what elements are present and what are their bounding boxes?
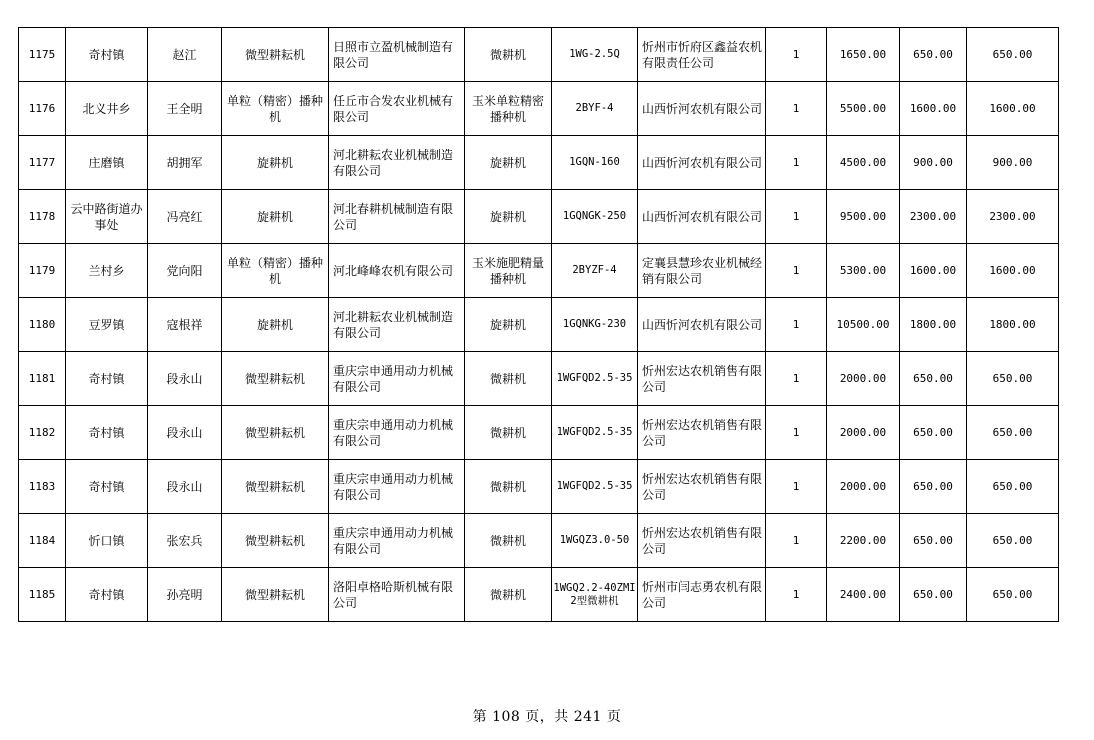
cell-central-subsidy: 650.00 xyxy=(900,28,967,82)
cell-manufacturer: 河北耕耘农业机械制造有限公司 xyxy=(329,136,465,190)
cell-quantity: 1 xyxy=(766,352,827,406)
cell-central-subsidy: 650.00 xyxy=(900,514,967,568)
cell-total-subsidy: 650.00 xyxy=(967,406,1059,460)
cell-total-subsidy: 650.00 xyxy=(967,28,1059,82)
cell-quantity: 1 xyxy=(766,568,827,622)
table-row xyxy=(19,514,1059,568)
cell-product-name: 旋耕机 xyxy=(465,136,552,190)
cell-buyer-name: 党向阳 xyxy=(148,244,222,298)
cell-sale-price: 2400.00 xyxy=(827,568,900,622)
cell-dealer: 忻州市闫志勇农机有限公司 xyxy=(638,568,766,622)
cell-central-subsidy: 650.00 xyxy=(900,352,967,406)
cell-machine-category: 旋耕机 xyxy=(222,298,329,352)
cell-central-subsidy: 2300.00 xyxy=(900,190,967,244)
cell-central-subsidy: 1800.00 xyxy=(900,298,967,352)
table-row xyxy=(19,82,1059,136)
cell-dealer: 山西忻河农机有限公司 xyxy=(638,82,766,136)
cell-machine-category: 旋耕机 xyxy=(222,190,329,244)
cell-manufacturer: 重庆宗申通用动力机械有限公司 xyxy=(329,514,465,568)
cell-town: 奇村镇 xyxy=(66,406,148,460)
table-body xyxy=(19,28,1059,622)
cell-serial-number: 1180 xyxy=(19,298,66,352)
cell-buyer-name: 冯亮红 xyxy=(148,190,222,244)
cell-quantity: 1 xyxy=(766,406,827,460)
cell-product-name: 玉米施肥精量播种机 xyxy=(465,244,552,298)
cell-model: 1GQNGK-250 xyxy=(552,190,638,244)
cell-manufacturer: 日照市立盈机械制造有限公司 xyxy=(329,28,465,82)
cell-town: 忻口镇 xyxy=(66,514,148,568)
cell-product-name: 微耕机 xyxy=(465,568,552,622)
cell-manufacturer: 河北峰峰农机有限公司 xyxy=(329,244,465,298)
subsidy-table xyxy=(18,27,1059,622)
cell-serial-number: 1181 xyxy=(19,352,66,406)
cell-central-subsidy: 1600.00 xyxy=(900,82,967,136)
cell-dealer: 忻州宏达农机销售有限公司 xyxy=(638,352,766,406)
cell-central-subsidy: 900.00 xyxy=(900,136,967,190)
cell-quantity: 1 xyxy=(766,460,827,514)
cell-serial-number: 1177 xyxy=(19,136,66,190)
table-row xyxy=(19,298,1059,352)
cell-town: 云中路街道办事处 xyxy=(66,190,148,244)
cell-total-subsidy: 650.00 xyxy=(967,460,1059,514)
cell-dealer: 山西忻河农机有限公司 xyxy=(638,136,766,190)
cell-buyer-name: 胡拥军 xyxy=(148,136,222,190)
cell-model: 1WGFQD2.5-35 xyxy=(552,460,638,514)
cell-quantity: 1 xyxy=(766,514,827,568)
cell-manufacturer: 河北耕耘农业机械制造有限公司 xyxy=(329,298,465,352)
cell-machine-category: 微型耕耘机 xyxy=(222,460,329,514)
cell-sale-price: 1650.00 xyxy=(827,28,900,82)
cell-sale-price: 2000.00 xyxy=(827,352,900,406)
page-number-footer: 第 108 页，共 241 页 xyxy=(472,709,622,725)
cell-total-subsidy: 650.00 xyxy=(967,514,1059,568)
cell-buyer-name: 孙亮明 xyxy=(148,568,222,622)
cell-sale-price: 2000.00 xyxy=(827,460,900,514)
cell-machine-category: 微型耕耘机 xyxy=(222,514,329,568)
cell-manufacturer: 重庆宗申通用动力机械有限公司 xyxy=(329,406,465,460)
cell-serial-number: 1178 xyxy=(19,190,66,244)
cell-buyer-name: 寇根祥 xyxy=(148,298,222,352)
cell-machine-category: 单粒（精密）播种机 xyxy=(222,244,329,298)
cell-serial-number: 1184 xyxy=(19,514,66,568)
cell-sale-price: 4500.00 xyxy=(827,136,900,190)
cell-town: 兰村乡 xyxy=(66,244,148,298)
cell-sale-price: 9500.00 xyxy=(827,190,900,244)
cell-manufacturer: 重庆宗申通用动力机械有限公司 xyxy=(329,352,465,406)
cell-dealer: 山西忻河农机有限公司 xyxy=(638,190,766,244)
cell-model: 1WGQ2.2-40ZMI2型微耕机 xyxy=(552,568,638,622)
cell-model: 2BYZF-4 xyxy=(552,244,638,298)
cell-town: 奇村镇 xyxy=(66,568,148,622)
cell-total-subsidy: 1600.00 xyxy=(967,82,1059,136)
cell-buyer-name: 段永山 xyxy=(148,352,222,406)
cell-total-subsidy: 650.00 xyxy=(967,352,1059,406)
cell-quantity: 1 xyxy=(766,190,827,244)
cell-product-name: 微耕机 xyxy=(465,352,552,406)
cell-machine-category: 微型耕耘机 xyxy=(222,568,329,622)
cell-quantity: 1 xyxy=(766,28,827,82)
cell-serial-number: 1176 xyxy=(19,82,66,136)
cell-manufacturer: 任丘市合发农业机械有限公司 xyxy=(329,82,465,136)
cell-model: 1WG-2.5Q xyxy=(552,28,638,82)
cell-dealer: 忻州市忻府区鑫益农机有限责任公司 xyxy=(638,28,766,82)
cell-central-subsidy: 650.00 xyxy=(900,460,967,514)
cell-quantity: 1 xyxy=(766,298,827,352)
cell-serial-number: 1175 xyxy=(19,28,66,82)
cell-manufacturer: 河北春耕机械制造有限公司 xyxy=(329,190,465,244)
cell-serial-number: 1185 xyxy=(19,568,66,622)
cell-serial-number: 1179 xyxy=(19,244,66,298)
cell-total-subsidy: 1600.00 xyxy=(967,244,1059,298)
cell-product-name: 微耕机 xyxy=(465,28,552,82)
cell-sale-price: 5500.00 xyxy=(827,82,900,136)
table-row xyxy=(19,28,1059,82)
table-row xyxy=(19,244,1059,298)
cell-sale-price: 10500.00 xyxy=(827,298,900,352)
cell-buyer-name: 段永山 xyxy=(148,460,222,514)
cell-sale-price: 5300.00 xyxy=(827,244,900,298)
cell-model: 2BYF-4 xyxy=(552,82,638,136)
cell-machine-category: 旋耕机 xyxy=(222,136,329,190)
cell-town: 奇村镇 xyxy=(66,460,148,514)
cell-product-name: 旋耕机 xyxy=(465,298,552,352)
cell-sale-price: 2000.00 xyxy=(827,406,900,460)
cell-machine-category: 微型耕耘机 xyxy=(222,352,329,406)
table-row xyxy=(19,568,1059,622)
cell-total-subsidy: 650.00 xyxy=(967,568,1059,622)
cell-town: 豆罗镇 xyxy=(66,298,148,352)
cell-central-subsidy: 650.00 xyxy=(900,568,967,622)
cell-serial-number: 1182 xyxy=(19,406,66,460)
table-row xyxy=(19,190,1059,244)
table-row xyxy=(19,136,1059,190)
cell-machine-category: 微型耕耘机 xyxy=(222,406,329,460)
cell-dealer: 山西忻河农机有限公司 xyxy=(638,298,766,352)
cell-buyer-name: 赵江 xyxy=(148,28,222,82)
cell-town: 奇村镇 xyxy=(66,352,148,406)
table-row xyxy=(19,406,1059,460)
cell-model: 1WGFQD2.5-35 xyxy=(552,406,638,460)
cell-total-subsidy: 2300.00 xyxy=(967,190,1059,244)
cell-model: 1WGFQD2.5-35 xyxy=(552,352,638,406)
cell-quantity: 1 xyxy=(766,136,827,190)
cell-product-name: 旋耕机 xyxy=(465,190,552,244)
cell-central-subsidy: 1600.00 xyxy=(900,244,967,298)
cell-serial-number: 1183 xyxy=(19,460,66,514)
cell-machine-category: 单粒（精密）播种机 xyxy=(222,82,329,136)
cell-quantity: 1 xyxy=(766,244,827,298)
cell-town: 北义井乡 xyxy=(66,82,148,136)
cell-total-subsidy: 1800.00 xyxy=(967,298,1059,352)
cell-product-name: 微耕机 xyxy=(465,460,552,514)
cell-total-subsidy: 900.00 xyxy=(967,136,1059,190)
cell-dealer: 忻州宏达农机销售有限公司 xyxy=(638,406,766,460)
cell-model: 1GQNKG-230 xyxy=(552,298,638,352)
cell-product-name: 玉米单粒精密播种机 xyxy=(465,82,552,136)
cell-buyer-name: 王全明 xyxy=(148,82,222,136)
cell-sale-price: 2200.00 xyxy=(827,514,900,568)
cell-model: 1WGQZ3.0-50 xyxy=(552,514,638,568)
cell-product-name: 微耕机 xyxy=(465,514,552,568)
cell-dealer: 定襄县慧珍农业机械经销有限公司 xyxy=(638,244,766,298)
cell-manufacturer: 洛阳卓格哈斯机械有限公司 xyxy=(329,568,465,622)
cell-quantity: 1 xyxy=(766,82,827,136)
table-row xyxy=(19,460,1059,514)
cell-dealer: 忻州宏达农机销售有限公司 xyxy=(638,460,766,514)
cell-product-name: 微耕机 xyxy=(465,406,552,460)
cell-model: 1GQN-160 xyxy=(552,136,638,190)
cell-buyer-name: 张宏兵 xyxy=(148,514,222,568)
cell-town: 庄磨镇 xyxy=(66,136,148,190)
cell-central-subsidy: 650.00 xyxy=(900,406,967,460)
cell-manufacturer: 重庆宗申通用动力机械有限公司 xyxy=(329,460,465,514)
cell-dealer: 忻州宏达农机销售有限公司 xyxy=(638,514,766,568)
cell-buyer-name: 段永山 xyxy=(148,406,222,460)
table-row xyxy=(19,352,1059,406)
cell-machine-category: 微型耕耘机 xyxy=(222,28,329,82)
cell-town: 奇村镇 xyxy=(66,28,148,82)
